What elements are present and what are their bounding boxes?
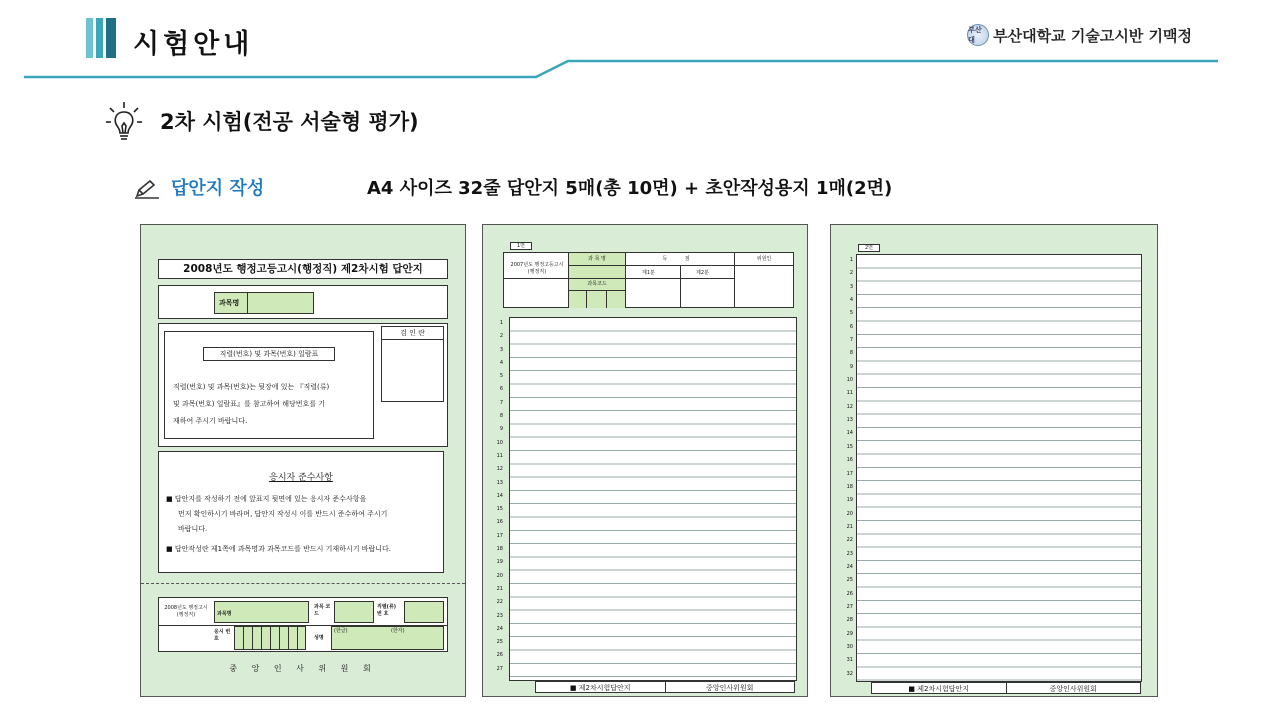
pencil-icon	[134, 178, 160, 200]
subject-box	[158, 285, 448, 319]
notice-box	[158, 451, 444, 573]
stub-code-label: 과목 코드	[314, 604, 331, 617]
line-number: 22	[496, 599, 503, 606]
series-table-title: 직렬(번호) 및 과목(번호) 일람표	[203, 347, 335, 361]
line-number: 10	[846, 377, 853, 384]
line-number: 20	[496, 572, 503, 579]
line-number: 32	[846, 670, 853, 677]
footer-right: 중앙인사위원회	[665, 682, 795, 692]
instruction-line: 및 과목(번호) 일람표』를 참고하여 해당번호를 기	[173, 400, 326, 408]
line-number: 6	[849, 323, 853, 330]
page1-subject-label: 과 목 명	[588, 256, 606, 262]
cover-footer: 중 앙 인 사 위 원 회	[229, 664, 377, 673]
footer-left: ■ 제2차시험답안지	[569, 684, 631, 692]
cut-line	[141, 583, 465, 584]
stub-series-label: 직렬(류) 번 호	[377, 604, 397, 617]
line-number: 11	[496, 452, 503, 459]
header-brand-text: 부산대학교 기술고시반 기맥정	[993, 26, 1192, 45]
line-numbers	[491, 317, 503, 676]
page1-exam: 2007년도 행정고등고시 (행정직)	[510, 262, 564, 275]
stub-box	[158, 597, 448, 652]
section-title: 2차 시험(전공 서술형 평가)	[160, 110, 419, 134]
line-number: 27	[846, 603, 853, 610]
line-number: 12	[846, 403, 853, 410]
line-number: 23	[846, 550, 853, 557]
page-title: 시험안내	[133, 29, 254, 60]
page1-member-label: 위원인	[756, 256, 772, 262]
line-number: 10	[496, 439, 503, 446]
line-number: 5	[849, 310, 853, 317]
stub-examno-label: 응시 번호	[214, 629, 231, 642]
line-number: 29	[846, 630, 853, 637]
line-number: 23	[496, 612, 503, 619]
line-number: 16	[496, 519, 503, 526]
seal-label: 검 인 란	[382, 327, 443, 340]
page2-footer	[871, 682, 1141, 694]
line-number: 25	[846, 577, 853, 584]
line-number: 30	[846, 643, 853, 650]
page-tag: 1면	[510, 242, 532, 250]
line-number: 7	[849, 337, 853, 344]
line-number: 31	[846, 657, 853, 664]
line-numbers	[841, 254, 853, 681]
header-brand	[967, 24, 1192, 46]
line-number: 4	[499, 359, 503, 366]
instruction-line: 재하여 주시기 바랍니다.	[173, 417, 248, 425]
line-number: 13	[496, 479, 503, 486]
seal-box	[381, 326, 444, 402]
line-number: 24	[496, 625, 503, 632]
line-number: 8	[849, 350, 853, 357]
line-number: 1	[849, 257, 853, 263]
answer-lines	[509, 317, 797, 681]
answer-sheet-cover	[140, 224, 466, 697]
answer-lines	[856, 254, 1142, 682]
subject-label: 과목명	[219, 299, 240, 307]
page1-code-label: 과목코드	[587, 281, 607, 287]
line-number: 2	[849, 270, 853, 277]
line-number: 9	[499, 426, 503, 433]
line-number: 21	[846, 523, 853, 530]
line-number: 12	[496, 466, 503, 473]
line-number: 6	[499, 386, 503, 393]
line-number: 26	[846, 590, 853, 597]
line-number: 28	[846, 617, 853, 624]
answer-sheet-page1	[482, 224, 808, 697]
line-number: 22	[846, 537, 853, 544]
line-number: 21	[496, 585, 503, 592]
line-number: 13	[846, 417, 853, 424]
page1-score-label: 득 점	[662, 256, 698, 262]
page1-grader1: 제1분	[642, 270, 655, 276]
line-number: 5	[499, 373, 503, 380]
header-divider	[0, 58, 1280, 82]
page-tag: 2면	[858, 244, 880, 252]
notice-title: 응시자 준수사항	[269, 473, 333, 483]
line-number: 9	[849, 363, 853, 370]
line-number: 17	[846, 470, 853, 477]
line-number: 3	[499, 346, 503, 353]
line-number: 27	[496, 665, 503, 672]
line-number: 25	[496, 639, 503, 646]
stub-subject-label: 과목명	[217, 611, 232, 617]
stub-chinese: (한자)	[391, 628, 405, 634]
lightbulb-icon	[104, 100, 144, 146]
line-number: 16	[846, 457, 853, 464]
line-number: 20	[846, 510, 853, 517]
line-number: 24	[846, 563, 853, 570]
footer-right: 중앙인사위원회	[1006, 683, 1141, 693]
page1-grader2: 제2분	[696, 270, 709, 276]
notice-line: ■ 답안작성란 제1쪽에 과목명과 과목코드를 반드시 기재하시기 바랍니다.	[166, 545, 391, 553]
subsection-label: 답안지 작성	[171, 178, 265, 199]
line-number: 14	[496, 492, 503, 499]
line-number: 15	[496, 506, 503, 513]
stub-name-label: 성명	[314, 635, 324, 641]
notice-line: 바랍니다.	[178, 525, 208, 533]
line-number: 1	[499, 320, 503, 326]
series-instruction-box	[164, 331, 374, 439]
instruction-line: 직렬(번호) 및 과목(번호)는 뒷장에 있는 『직렬(류)	[173, 383, 330, 391]
line-number: 2	[499, 333, 503, 340]
line-number: 17	[496, 532, 503, 539]
cover-title: 2008년도 행정고등고시(행정직) 제2차시험 답안지	[158, 259, 448, 279]
line-number: 15	[846, 443, 853, 450]
line-number: 14	[846, 430, 853, 437]
page1-header	[503, 252, 794, 308]
answer-sheet-page2	[830, 224, 1158, 697]
line-number: 7	[499, 399, 503, 406]
line-number: 19	[846, 497, 853, 504]
line-number: 8	[499, 413, 503, 420]
subsection-description: A4 사이즈 32줄 답안지 5매(총 10면) + 초안작성용지 1매(2면)	[367, 178, 893, 199]
footer-left: ■ 제2차시험답안지	[908, 685, 970, 693]
line-number: 18	[846, 483, 853, 490]
stub-korean: (한글)	[334, 628, 348, 634]
series-box	[158, 323, 448, 447]
line-number: 26	[496, 652, 503, 659]
line-number: 11	[846, 390, 853, 397]
line-number: 3	[849, 283, 853, 290]
university-emblem-icon: 부산대	[967, 24, 989, 46]
page1-footer	[535, 681, 795, 693]
notice-line: 먼저 확인하시기 바라며, 답안지 작성시 이를 반드시 준수하여 주시기	[178, 510, 388, 518]
line-number: 18	[496, 546, 503, 553]
line-number: 4	[849, 297, 853, 304]
stub-exam: 2008년도 행정고시 (행정직)	[164, 605, 208, 618]
line-number: 19	[496, 559, 503, 566]
notice-line: ■ 답안지를 작성하기 전에 앞표지 뒷면에 있는 응시자 준수사항을	[166, 495, 367, 503]
